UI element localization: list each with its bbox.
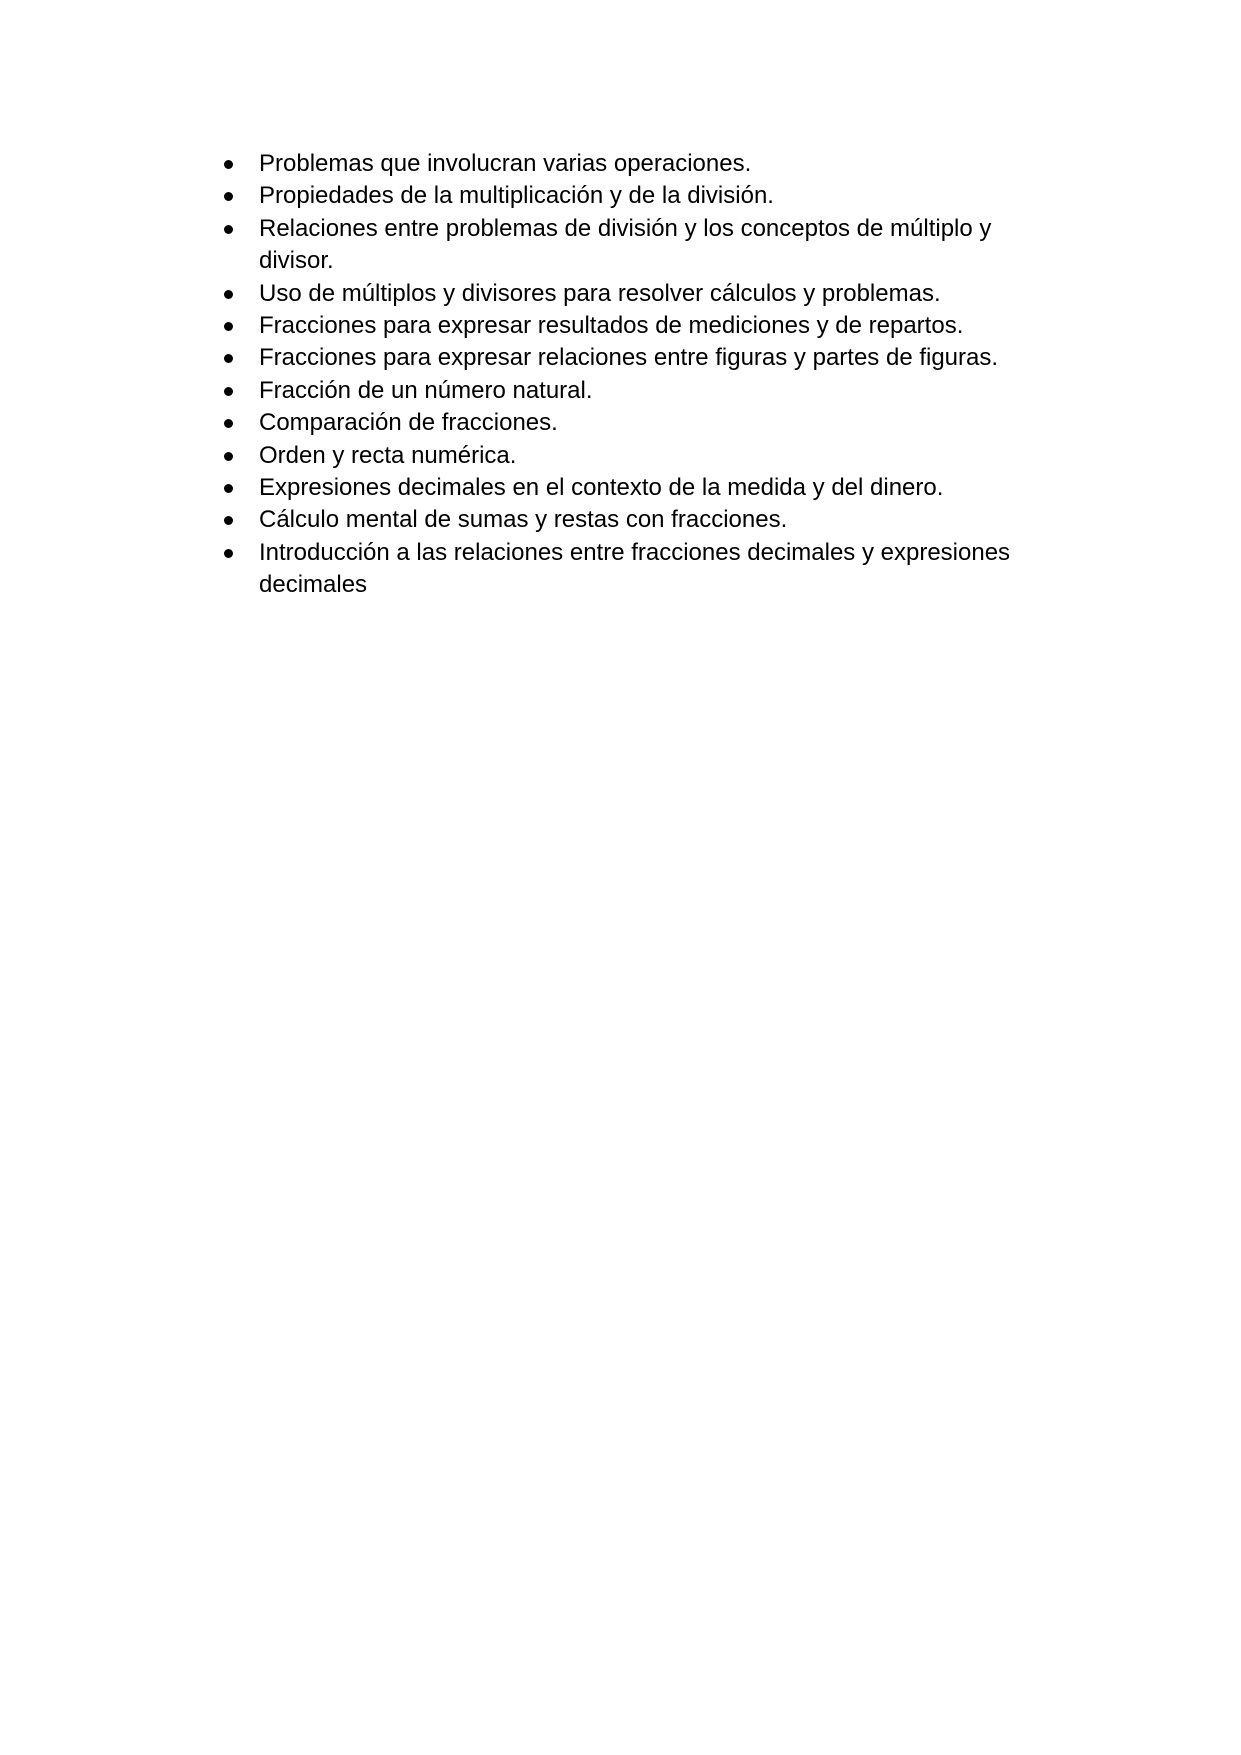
topic-list — [220, 148, 1060, 602]
list-item — [220, 278, 1060, 310]
list-item — [220, 537, 1060, 602]
list-item-text: Propiedades de la multiplicación y de la división. — [259, 182, 774, 210]
list-item — [220, 310, 1060, 342]
bullet-icon — [224, 192, 233, 201]
list-item — [220, 180, 1060, 212]
list-item — [220, 407, 1060, 439]
list-item-text: Problemas que involucran varias operaciones. — [259, 150, 752, 177]
bullet-icon — [224, 452, 233, 461]
bullet-icon — [224, 387, 233, 396]
bullet-icon — [224, 290, 233, 299]
bullet-icon — [224, 322, 233, 331]
list-item-text: Fracción de un número natural. — [259, 376, 593, 404]
bullet-icon — [224, 225, 233, 234]
list-item — [220, 472, 1060, 504]
list-item-text: Uso de múltiplos y divisores para resolver cálculos y problemas. — [259, 279, 941, 307]
bullet-icon — [224, 549, 233, 558]
list-item-text: Fracciones para expresar resultados de mediciones y de repartos. — [259, 312, 964, 340]
list-item-text: Orden y recta numérica. — [259, 441, 517, 469]
bullet-icon — [224, 160, 233, 169]
list-item — [220, 375, 1060, 407]
bullet-icon — [224, 484, 233, 493]
list-item-text: Comparación de fracciones. — [259, 409, 558, 437]
list-item — [220, 213, 1060, 278]
bullet-icon — [224, 419, 233, 428]
bullet-icon — [224, 516, 233, 525]
list-item — [220, 148, 1060, 180]
list-item-text: Fracciones para expresar relaciones entre figuras y partes de figuras. — [259, 344, 999, 372]
list-item-text: Expresiones decimales en el contexto de la medida y del dinero. — [259, 474, 944, 502]
list-item — [220, 342, 1060, 374]
list-item-text: Introducción a las relaciones entre fracciones decimales y expresiones decimales — [259, 538, 1011, 599]
list-item — [220, 440, 1060, 472]
list-item-text: Cálculo mental de sumas y restas con fracciones. — [259, 506, 788, 534]
bullet-icon — [224, 354, 233, 363]
list-item — [220, 504, 1060, 536]
list-item-text: Relaciones entre problemas de división y los conceptos de múltiplo y divisor. — [259, 214, 992, 275]
